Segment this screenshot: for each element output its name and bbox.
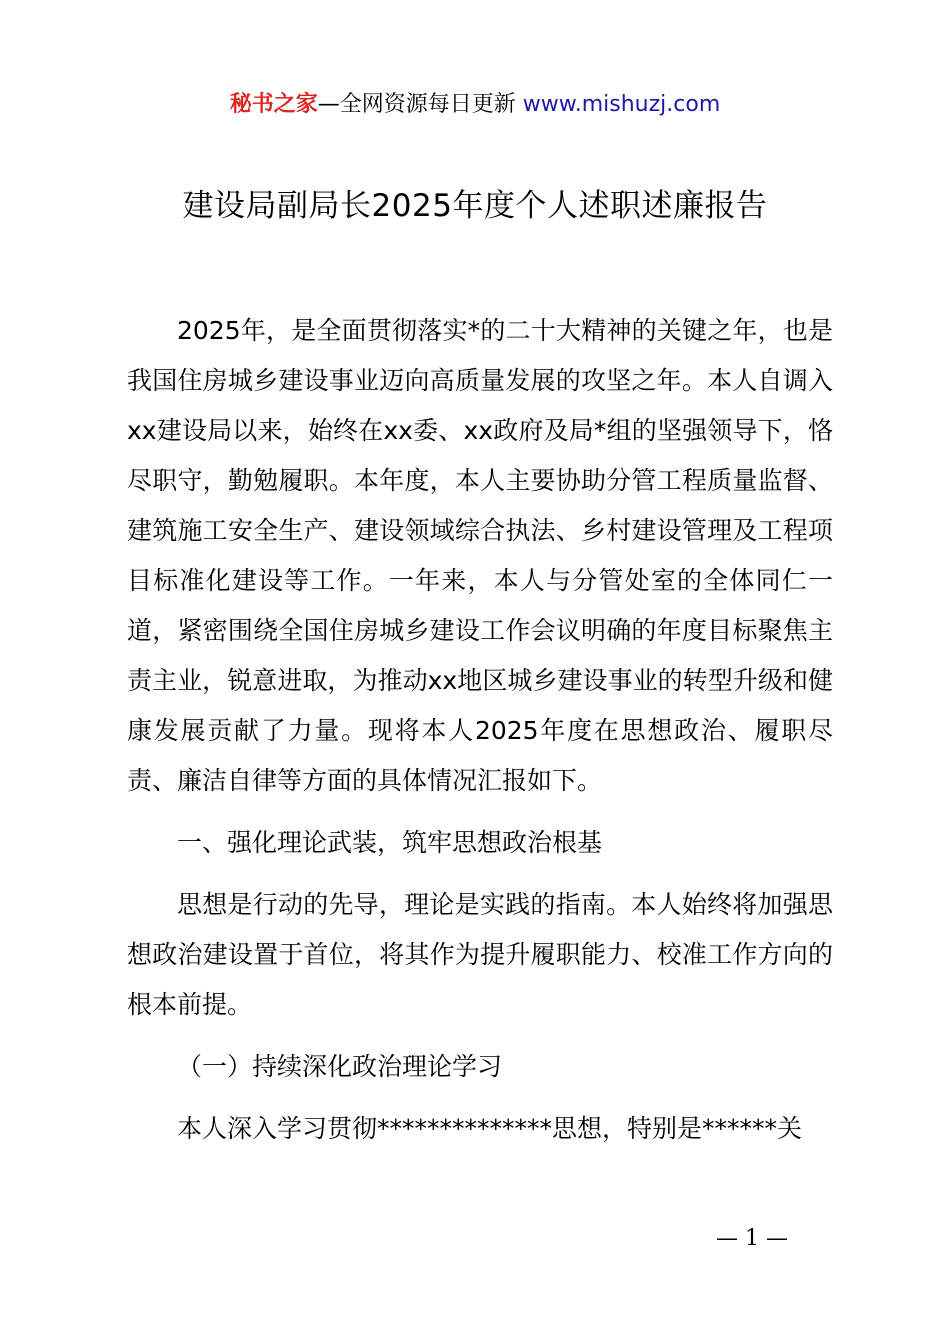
- site-banner: [0, 88, 950, 122]
- site-url[interactable]: www.mishuzj.com: [522, 92, 721, 117]
- document-title: 建设局副局长2025年度个人述职述廉报告: [182, 188, 768, 224]
- section-paragraph: 思想是行动的先导，理论是实践的指南。本人始终将加强思想政治建设置于首位，将其作为提升履职能力、校准工作方向的根本前提。: [127, 890, 833, 1019]
- subsection-heading-1: （一）持续深化政治理论学习: [177, 1052, 503, 1081]
- banner-tagline: —全网资源每日更新: [317, 92, 523, 117]
- subsection-paragraph: 本人深入学习贯彻**************思想，特别是******关: [177, 1114, 803, 1143]
- page-number: — 1 —: [716, 1226, 788, 1251]
- section-heading-1: 一、强化理论武装，筑牢思想政治根基: [177, 828, 603, 857]
- brand-name: 秘书之家: [229, 92, 318, 117]
- intro-paragraph: 2025年，是全面贯彻落实*的二十大精神的关键之年，也是我国住房城乡建设事业迈向高质量发展的攻坚之年。本人自调入xx建设局以来，始终在xx委、xx政府及局*组的坚强领导下，恪尽职守，勤勉履职。本年度，本人主要协助分管工程质量监督、建筑施工安全生产、建设领域综合执法、乡村建设管理及工程项目标准化建设等工作。一年来，本人与分管处室的全体同仁一道，紧密围绕全国住房城乡建设工作会议明确的年度目标聚焦主责主业，锐意进取，为推动xx地区城乡建设事业的转型升级和健康发展贡献了力量。现将本人2025年度在思想政治、履职尽责、廉洁自律等方面的具体情况汇报如下。: [127, 316, 833, 795]
- document-body: [127, 306, 833, 1154]
